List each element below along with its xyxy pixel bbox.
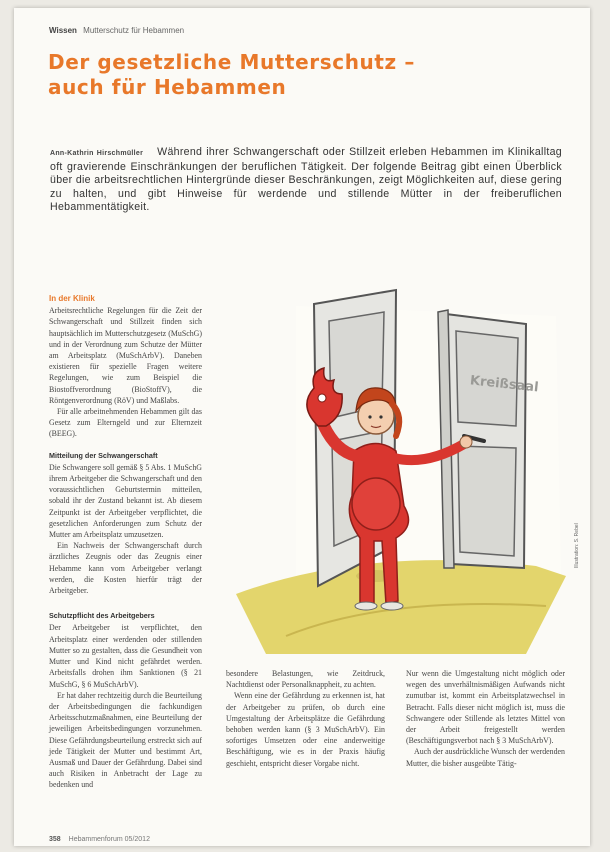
article-title [48, 50, 548, 100]
section-header [49, 26, 184, 35]
magazine-page [14, 8, 590, 846]
door-sign: Kreißsaal [469, 373, 540, 396]
right-door-panel [458, 446, 516, 556]
pregnant-belly [352, 478, 400, 530]
title-line-2: auch für Hebammen [48, 75, 287, 99]
paragraph: Für alle arbeitnehmenden Hebammen gilt das Gesetz zum Elterngeld und zur Elternzeit (BEEG). [49, 407, 202, 439]
eye [368, 415, 371, 418]
shoe [355, 602, 377, 610]
column-1 [49, 293, 202, 791]
paragraph: Nur wenn die Umgestaltung nicht möglich oder wegen des unverhältnismäßigen Aufwands nicht zumutbar ist, kommt ein Arbeitsplatzwechsel in Betracht. Falls dieser nicht möglich ist, muss die Schwangere oder Stillende als letztes Mittel von der Arbeit freigestellt werden (Beschäftigungsverbot nach § 3 MuSchArbV). [406, 669, 565, 746]
page-number: 358 [49, 836, 61, 843]
paragraph: Auch der ausdrückliche Wunsch der werdenden Mutter, die bisher ausgeübte Tätig- [406, 747, 565, 768]
paragraph: Die Schwangere soll gemäß § 5 Abs. 1 MuSchG ihrem Arbeitgeber die Schwangerschaft und den voraussichtlichen Geburtstermin mitteilen, sobald ihr der Zustand bekannt ist. Ab diesem Zeitpunkt ist der Arbeitgeber verpflichtet, die gesetzlichen Anforderungen zum Schutz der Mutter am Arbeitsplatz umzusetzen. [49, 462, 202, 540]
column-2 [226, 668, 385, 769]
column-3 [406, 668, 565, 769]
paragraph: Arbeitsrechtliche Regelungen für die Zeit der Schwangerschaft und Stillzeit finden sich hauptsächlich im Mutterschutzgesetz (MuSchG) und in der Verordnung zum Schutze der Mütter am Arbeitsplatz (MuSchArbV). Daneben existieren für spezielle Fragen weitere Regelungen, wie zum Beispiel die Biostoffverordnung (BioStoffV), die Röntgenverordnung (RöV) und Maßlabs. [49, 306, 202, 405]
flame-eye [318, 394, 326, 402]
paragraph: Ein Nachweis der Schwangerschaft durch ärztliches Zeugnis oder das Zeugnis einer Hebamme kann vom Arbeitgeber verlangt werden, die Kosten hierfür trägt der Arbeitgeber. [49, 541, 202, 596]
paragraph: Wenn eine der Gefährdung zu erkennen ist, hat der Arbeitgeber zu prüfen, ob durch eine Umgestaltung der Arbeitsplätze die Gefährdung behoben werden kann (§ 3 MuSchArbV). Ein sofortiges Umsetzen oder eine anderweitige Beschäftigung, wie es in der Praxis häufig geschieht, entspricht dieser Vorgabe nicht. [226, 691, 385, 768]
journal-name: Hebammenforum 05/2012 [68, 836, 150, 843]
lead-text: Während ihrer Schwangerschaft oder Stillzeit erleben Hebammen im Klinikalltag oft gravierende Einschränkungen der beruflichen Tätigkeit. Der folgende Beitrag gibt einen Überblick über die arbeitsrechtlichen Hintergründe dieser Beschränkungen, zeigt Möglichkeiten auf, diese gering zu halten, und gibt Hinweise für werdende und stillende Mütter in der freiberuflichen Hebammentätigkeit. [50, 146, 562, 214]
paragraph: Der Arbeitgeber ist verpflichtet, den Arbeitsplatz einer werdenden oder stillenden Mutter so zu gestalten, dass die Gesundheit von Mutter und Kind nicht gefährdet werden. Arbeitsfalls drohen ihm Sanktionen (§ 21 MuSchG, § 6 MuSchArbV). [49, 623, 202, 689]
section-label: Wissen [49, 26, 77, 35]
heading-klinik: In der Klinik [49, 294, 95, 303]
illustration [226, 276, 572, 654]
subsection-label: Mutterschutz für Hebammen [83, 26, 185, 35]
illustration-credit: Illustration: S. Rebel [574, 523, 580, 568]
heading-schutzpflicht: Schutzpflicht des Arbeitgebers [49, 611, 155, 621]
shoe [381, 602, 403, 610]
heading-mitteilung: Mitteilung der Schwangerschaft [49, 450, 158, 460]
title-line-1: Der gesetzliche Mutterschutz – [48, 50, 415, 74]
author-name: Ann-Kathrin Hirschmüller [50, 150, 144, 157]
eye [379, 415, 382, 418]
paragraph: besondere Belastungen, wie Zeitdruck, Nachtdienst oder Personalknappheit, zu achten. [226, 669, 385, 690]
article-lead [50, 146, 562, 215]
page-footer [49, 836, 150, 843]
paragraph: Er hat daher rechtzeitig durch die Beurteilung der Arbeitsbedingungen die fachkundigen Arbeitsschutzmaßnahmen, eine Beurteilung der jeweiligen Arbeitsbedingungen vorzunehmen. Diese Gefährdungsbeurteilung erstreckt sich auf jede Tätigkeit der Mutter und bestimmt Art, Ausmaß und Dauer der Gefährdung. Dabei sind auch Risiken in Anbetracht der Lage zu bedenken und [49, 690, 202, 790]
hand [460, 436, 472, 448]
